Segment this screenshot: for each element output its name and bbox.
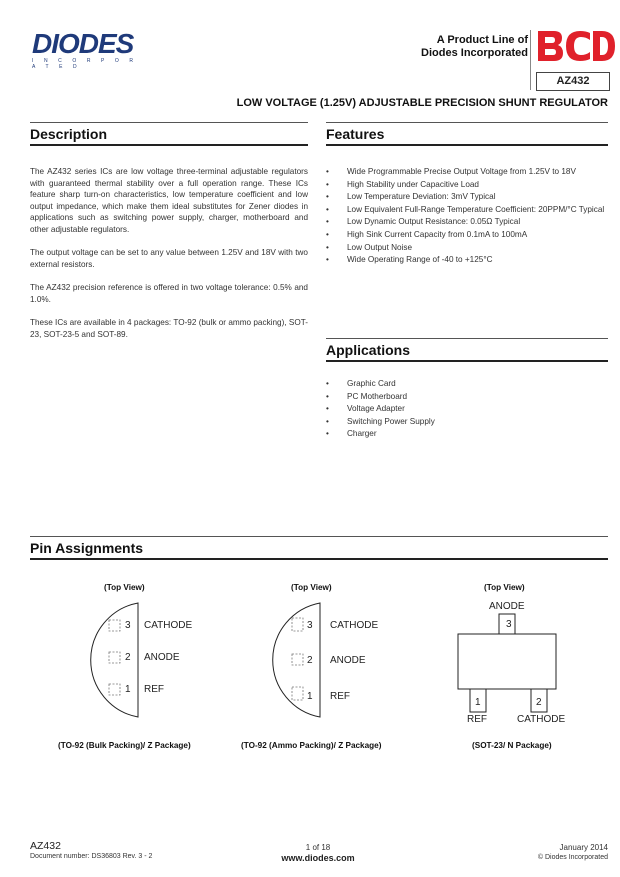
feature-item: • Wide Programmable Precise Output Voltage from 1.25V to 18V (326, 166, 608, 179)
top-view-label: (Top View) (291, 583, 332, 592)
pin-number: 2 (125, 652, 131, 663)
product-line-1: A Product Line of (436, 34, 528, 46)
pins-bottom-rule (30, 558, 608, 560)
pins-top-rule (30, 536, 608, 537)
pin-label: CATHODE (517, 714, 566, 725)
pkg3-caption: (SOT-23/ N Package) (472, 741, 552, 750)
description-top-rule (30, 122, 308, 123)
product-line-2: Diodes Incorporated (421, 47, 528, 59)
bcd-logo (536, 29, 616, 63)
top-view-label: (Top View) (484, 583, 525, 592)
pin-number: 2 (536, 697, 542, 708)
diodes-logo (32, 28, 150, 70)
feature-item: • Low Equivalent Full-Range Temperature Coefficient: 20PPM/°C Typical (326, 204, 608, 217)
pin-number: 1 (475, 697, 481, 708)
pin-label: ANODE (144, 652, 180, 663)
pin-label: REF (144, 684, 164, 695)
pin-number: 1 (307, 691, 313, 702)
features-top-rule (326, 122, 608, 123)
description-paragraph: The AZ432 precision reference is offered in two voltage tolerance: 0.5% and 1.0%. (30, 283, 308, 304)
pin-number: 3 (125, 620, 131, 631)
footer-copyright: © Diodes Incorporated (537, 854, 608, 861)
footer-part: AZ432 (30, 840, 61, 852)
pkg1-caption: (TO-92 (Bulk Packing)/ Z Package) (58, 741, 191, 750)
feature-item: • Low Temperature Deviation: 3mV Typical (326, 191, 608, 204)
feature-item: • Low Dynamic Output Resistance: 0.05Ω Typical (326, 216, 608, 229)
pin-label: CATHODE (144, 620, 193, 631)
pin-label: ANODE (489, 601, 525, 612)
pin-number: 3 (307, 620, 313, 631)
application-item: • Voltage Adapter (326, 403, 608, 416)
description-paragraph: The AZ432 series ICs are low voltage three-terminal adjustable regulators with guaranteed thermal stability over a full operation range. These ICs feature sharp turn-on characteristics, low temperature coefficient and low output impedance, which make them ideal substitutes for Zener diodes in applications such as switching power supply, charger, motherboard and other adjustable regulators. (30, 167, 308, 234)
description-paragraph: These ICs are available in 4 packages: TO-92 (bulk or ammo packing), SOT-23, SOT-23-5 and SOT-89. (30, 318, 308, 339)
document-title: LOW VOLTAGE (1.25V) ADJUSTABLE PRECISION SHUNT REGULATOR (236, 97, 608, 109)
features-bottom-rule (326, 144, 608, 146)
feature-item: • High Sink Current Capacity from 0.1mA to 100mA (326, 229, 608, 242)
footer-docnum: Document number: DS36803 Rev. 3 - 2 (30, 853, 153, 860)
description-bottom-rule (30, 144, 308, 146)
logo-sub: I N C O R P O R A T E D (32, 58, 138, 70)
pin-label: REF (467, 714, 487, 725)
features-heading: Features (326, 126, 385, 142)
logo-name: DIODES (32, 28, 134, 59)
pin-label: REF (330, 691, 350, 702)
sot23-diagram (455, 612, 575, 717)
header-divider (530, 30, 531, 90)
description-paragraph: The output voltage can be set to any value between 1.25V and 18V with two external resistors. (30, 248, 308, 269)
applications-heading: Applications (326, 342, 411, 358)
footer-url[interactable]: www.diodes.com (281, 853, 355, 863)
pkg2-caption: (TO-92 (Ammo Packing)/ Z Package) (241, 741, 382, 750)
pin-number: 1 (125, 684, 131, 695)
pin-label: CATHODE (330, 620, 379, 631)
top-view-label: (Top View) (104, 583, 145, 592)
feature-item: • Low Output Noise (326, 242, 608, 255)
applications-bottom-rule (326, 360, 608, 362)
applications-top-rule (326, 338, 608, 339)
part-number-box: AZ432 (536, 72, 610, 91)
applications-list (326, 378, 608, 441)
footer-page: 1 of 18 (305, 843, 331, 852)
to92-bulk-diagram (60, 600, 210, 720)
application-item: • PC Motherboard (326, 391, 608, 404)
application-item: • Switching Power Supply (326, 416, 608, 429)
pin-label: ANODE (330, 655, 366, 666)
description-body (30, 166, 308, 340)
pins-heading: Pin Assignments (30, 540, 144, 556)
footer-date: January 2014 (559, 843, 608, 852)
feature-item: • Wide Operating Range of -40 to +125°C (326, 254, 608, 267)
feature-item: • High Stability under Capacitive Load (326, 179, 608, 192)
pin-number: 2 (307, 655, 313, 666)
pin-number: 3 (506, 619, 512, 630)
application-item: • Graphic Card (326, 378, 608, 391)
application-item: • Charger (326, 428, 608, 441)
description-heading: Description (30, 126, 108, 142)
features-list (326, 166, 608, 267)
